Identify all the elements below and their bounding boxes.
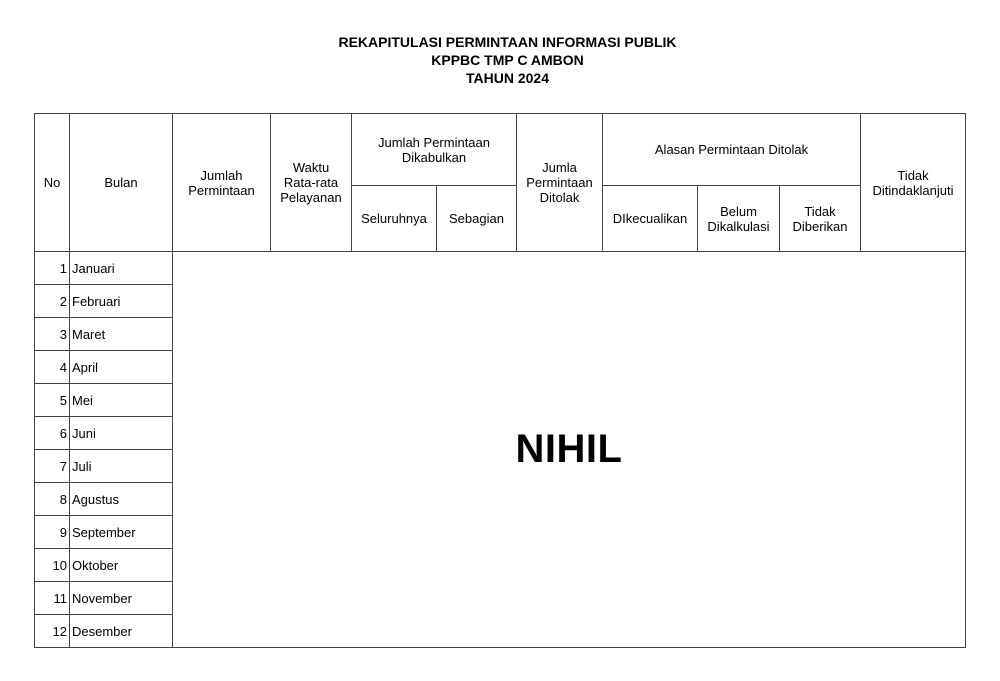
nihil-label: NIHIL (173, 252, 966, 648)
header-jumlah-permintaan: Jumlah Permintaan (173, 114, 271, 252)
row-no: 8 (35, 483, 70, 516)
header-belum-dikalkulasi: Belum Dikalkulasi (698, 186, 780, 252)
header-sebagian: Sebagian (437, 186, 517, 252)
row-no: 3 (35, 318, 70, 351)
header-seluruhnya: Seluruhnya (352, 186, 437, 252)
header-dikabulkan-group: Jumlah Permintaan Dikabulkan (352, 114, 517, 186)
row-no: 10 (35, 549, 70, 582)
header-waktu-line-1: Waktu (292, 160, 330, 175)
row-no: 4 (35, 351, 70, 384)
row-month: November (70, 582, 173, 615)
row-month: Maret (70, 318, 173, 351)
row-no: 12 (35, 615, 70, 648)
row-month: September (70, 516, 173, 549)
title-line-2: KPPBC TMP C AMBON (431, 52, 584, 68)
row-month: Februari (70, 285, 173, 318)
row-month: Juni (70, 417, 173, 450)
header-tidak-ditindaklanjuti-line-2: Ditindaklanjuti (872, 182, 954, 198)
header-waktu-line-3: Pelayanan (280, 190, 342, 205)
row-no: 2 (35, 285, 70, 318)
header-row-1 (35, 114, 966, 186)
row-no: 11 (35, 582, 70, 615)
row-no: 1 (35, 252, 70, 285)
row-no: 7 (35, 450, 70, 483)
row-no: 6 (35, 417, 70, 450)
header-dikecualikan: DIkecualikan (603, 186, 698, 252)
header-alasan-group: Alasan Permintaan Ditolak (603, 114, 861, 186)
header-tidak-ditindaklanjuti-line-1: Tidak (897, 167, 929, 183)
header-no: No (35, 114, 70, 252)
row-month: Oktober (70, 549, 173, 582)
row-month: Agustus (70, 483, 173, 516)
report-title (0, 33, 1000, 87)
header-waktu-line-2: Rata-rata (283, 175, 339, 190)
row-month: Juli (70, 450, 173, 483)
header-ditolak: Jumla Permintaan Ditolak (517, 114, 603, 252)
title-line-1: REKAPITULASI PERMINTAAN INFORMASI PUBLIK (338, 34, 677, 50)
header-tidak-diberikan: Tidak Diberikan (780, 186, 861, 252)
row-no: 9 (35, 516, 70, 549)
header-tidak-ditindaklanjuti (861, 114, 966, 252)
header-bulan: Bulan (70, 114, 173, 252)
recap-table (34, 113, 966, 648)
title-line-3: TAHUN 2024 (466, 70, 549, 86)
row-month: Desember (70, 615, 173, 648)
table-row (35, 252, 966, 285)
header-waktu-rata-rata (271, 114, 352, 252)
row-month: Januari (70, 252, 173, 285)
row-no: 5 (35, 384, 70, 417)
row-month: April (70, 351, 173, 384)
row-month: Mei (70, 384, 173, 417)
